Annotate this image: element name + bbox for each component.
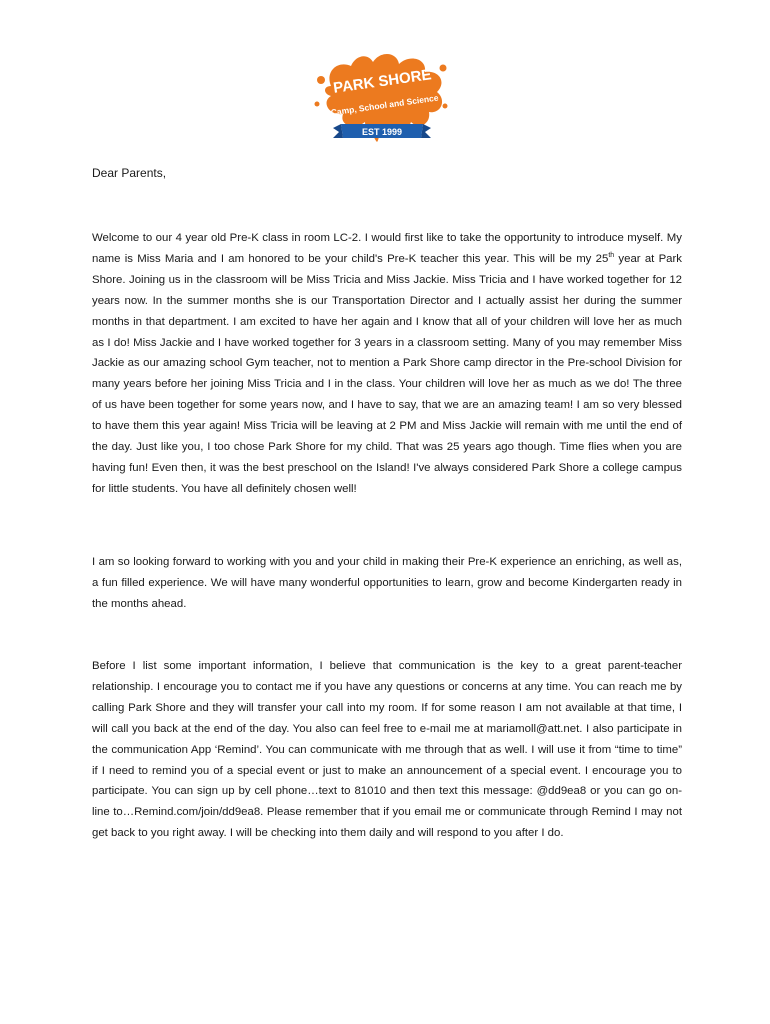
paint-splash-logo-icon (311, 46, 453, 152)
salutation: Dear Parents, (92, 166, 167, 180)
paragraph-looking-forward: I am so looking forward to working with you and your child in making their Pre-K experience an enriching, as well as, a fun filled experience. We will have many wonderful opportunities to learn, grow and become Kindergarten ready in the months ahead. (92, 556, 682, 610)
logo-tagline-text: Camp, School and Science (330, 92, 440, 118)
paragraph-introduction-part-1: Welcome to our 4 year old Pre-K class in room LC-2. I would first like to take the opportunity to introduce myself. My name is Miss Maria and I am honored to be your child's Pre-K teacher this year. This will be my 25 (92, 232, 682, 265)
park-shore-logo (311, 46, 453, 152)
paragraph-communication: Before I list some important information, I believe that communication is the key to a great parent-teacher relationship. I encourage you to contact me if you have any questions or concerns at any time. You can reach me by calling Park Shore and they will transfer your call into my room. If for some reason I am not available at that time, I will call you back at the end of the day. You also can feel free to e-mail me at mariamoll@att.net. I also participate in the communication App ‘Remind’. You can communicate with me through that as well. I will use it from “time to time” if I need to remind you of a special event or just to make an announcement of a special event. I encourage you to participate. You can sign up by cell phone…text to 81010 and then text this message: @dd9ea8 or you can go on-line to…Remind.com/join/dd9ea8. Please remember that if you email me or communicate through Remind I may not get back to you right away. I will be checking into them daily and will respond to you after I do. (92, 660, 682, 840)
paragraph-introduction-part-2: year at Park Shore. Joining us in the classroom will be Miss Tricia and Miss Jackie. Miss Tricia and I have worked together for 12 years now. In the summer months she is our Transportation Director and I actually assist her during the summer months in that department. I am excited to have her again and I know that all of your children will love her as much as I do! Miss Jackie and I have worked together for 3 years in a classroom setting. Many of you may remember Miss Jackie as our amazing school Gym teacher, not to mention a Park Shore camp director in the Pre-school Division for many years before her joining Miss Tricia and I in the class. Your children will love her as much as we do! The three of us have been together for some years now, and I have to say, that we are an amazing team! I am so very blessed to have them this year again! Miss Tricia will be leaving at 2 PM and Miss Jackie will remain with me until the end of the day. Just like you, I too chose Park Shore for my child. That was 25 years ago though. Time flies when you are having fun! Even then, it was the best preschool on the Island! I've always considered Park Shore a college campus for little students. You have all definitely chosen well! (92, 252, 682, 495)
ordinal-suffix: th (608, 252, 615, 260)
logo-name-text: PARK SHORE (332, 66, 433, 97)
logo-established-text: EST 1999 (361, 127, 403, 137)
paragraph-introduction (92, 228, 682, 500)
